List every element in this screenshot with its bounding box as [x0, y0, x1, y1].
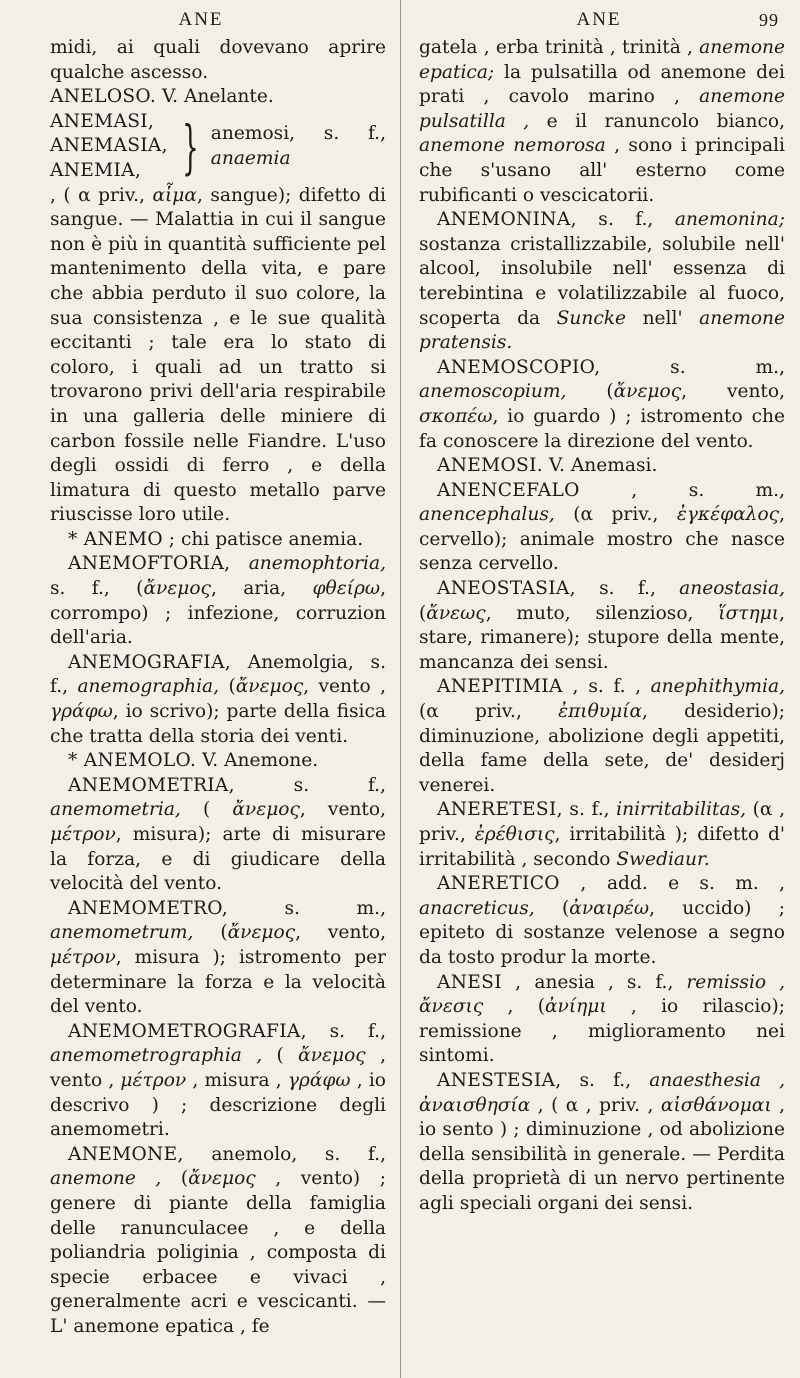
entry-body: s. f., — [234, 774, 386, 796]
entry-anemometria — [50, 774, 386, 897]
entry-body: gatela , erba trinità , trinità , — [419, 37, 700, 58]
greek-term: ἄνεσις — [419, 996, 484, 1018]
entry-anestesia — [419, 1069, 785, 1217]
entry-body: ( — [180, 799, 233, 821]
entry-anemone — [50, 1143, 386, 1340]
headword: ANEOSTASIA, — [437, 578, 576, 600]
right-running-head — [405, 0, 793, 36]
entry-anemasi-group — [50, 110, 386, 184]
greek-term: ἄνεμος — [232, 799, 300, 821]
latin-term: anephithymia, — [650, 676, 785, 698]
entry-body: V. Anemasi. — [542, 455, 658, 477]
entry-body: , vento, — [299, 799, 386, 821]
headword: * ANEMO — [68, 528, 163, 550]
entry-anemografia — [50, 651, 386, 749]
right-column-text — [405, 36, 793, 1217]
entry-body: , aria, — [210, 578, 313, 600]
entry-body: s. m., — [637, 479, 785, 501]
running-head-text: ANE — [576, 9, 622, 30]
headword: ANENCEFALO , — [437, 479, 638, 501]
latin-term: anemone pulsatilla , — [419, 86, 785, 132]
entry-body: (α priv., — [554, 504, 677, 526]
entry-body: , vento, — [295, 922, 386, 944]
greek-term: μέτρον — [120, 1069, 187, 1091]
entry-body: , ( α , priv. , — [530, 1094, 661, 1116]
headword: ANEMONE, — [68, 1143, 184, 1165]
entry-body: , misura ); istromento per determinare la forza e la velocità del vento. — [50, 946, 386, 1018]
entry-anemonina — [419, 208, 785, 356]
entry-body: , vento , — [303, 676, 387, 698]
entry-body: , ( α priv., — [50, 184, 153, 206]
entry-anemasi-body — [50, 184, 386, 528]
entry-body: (α priv., — [419, 701, 559, 723]
latin-term: anemometrum, — [50, 922, 194, 944]
entry-continuation — [419, 36, 785, 208]
entry-body: , vento, — [681, 381, 785, 403]
latin-term: anemone pratensis. — [419, 307, 785, 354]
entry-body: , sono i principali che s'usano all' esterno come rubificanti o vescicatorii. — [419, 135, 785, 206]
brace-glyph: } — [182, 112, 199, 181]
headword: ANEMOSCOPIO, — [437, 356, 601, 378]
entry-body: , vento) ; genere di piante della famiglia delle ranunculacee , e della poliandria poliginia , composta di specie erbacee e vivaci , generalmente acri e vescicanti. — L' anemone epatica , fe — [50, 1168, 386, 1337]
greek-term: ἄνεμος — [613, 381, 682, 403]
headword: ANEMONINA, — [437, 209, 577, 231]
headword: ANEMOMETRIA, — [68, 774, 235, 796]
entry-body: ( — [534, 897, 570, 919]
entry-body: ( — [419, 602, 427, 624]
headword: ANEPITIMIA , — [437, 676, 579, 698]
entry-body: ( — [219, 676, 236, 698]
headword: ANESI , — [437, 971, 522, 993]
greek-term: σκοπέω — [419, 405, 493, 427]
headword: ANELOSO. — [50, 86, 157, 108]
greek-term: ἀνίημι — [544, 996, 607, 1018]
entry-aneretico — [419, 872, 785, 970]
greek-term: μέτρον — [50, 946, 116, 968]
entry-body: , irritabilità ); difetto d' irritabilità , secondo — [419, 824, 785, 870]
greek-term: γράφω — [287, 1069, 351, 1091]
entry-anemoscopio — [419, 356, 785, 454]
greek-term: ἄνεμος — [235, 676, 304, 698]
headword: ANEMASI, — [50, 110, 155, 132]
entry-body: V. Anemone. — [196, 750, 319, 772]
headword: ANESTESIA, — [437, 1069, 562, 1091]
entry-body: , muto, silenzioso, — [485, 602, 719, 624]
entry-body: anemolo, s. f., — [183, 1143, 386, 1165]
headword: ANEMASIA, — [50, 135, 168, 157]
entry-anemo — [50, 528, 386, 553]
entry-body: ( — [161, 1168, 189, 1190]
page-number: 99 — [759, 10, 779, 30]
entry-body: , corrompo) ; infezione, corruzion dell'aria. — [50, 578, 386, 649]
latin-term: inirritabilitas, — [616, 799, 747, 821]
entry-aneostasia — [419, 577, 785, 675]
author-name: Suncke — [556, 307, 626, 329]
headword: ANEMIA, — [50, 159, 142, 181]
headword: ANEMOFTORIA, — [68, 553, 231, 575]
entry-continuation: midi, ai quali dovevano aprire qualche ascesso. — [50, 37, 386, 83]
left-column — [10, 0, 392, 1378]
entry-body: V. Anelante. — [156, 86, 274, 108]
latin-term: remissio , — [686, 971, 785, 993]
greek-term: ἄνεως — [426, 602, 486, 624]
entry-body: , io sento ) ; diminuzione , od abolizione della sensibilità in generale. — Perdita della proprietà di un nervo pertinente agli speciali organi dei sensi. — [419, 1094, 785, 1214]
entry-aneretesi — [419, 798, 785, 872]
latin-term: anaemia — [210, 147, 291, 169]
latin-term: anemonina; — [674, 209, 785, 231]
entry-body: , cervello); animale mostro che nasce senza cervello. — [419, 504, 785, 575]
entry-body: anesia , s. f., — [521, 971, 687, 993]
greek-term: ἐρέθισις — [474, 824, 555, 845]
entry-body: la pulsatilla od anemone dei prati , cavolo marino , — [419, 61, 785, 108]
greek-term: αἷμα — [152, 184, 197, 206]
entry-body: s. f., — [561, 1069, 650, 1091]
entry-body: , io descrivo ) ; descrizione degli anemometri. — [50, 1069, 386, 1141]
entry-body: e il ranuncolo bianco, — [529, 110, 785, 132]
greek-term: ἵστημι — [718, 602, 780, 624]
latin-term: anemometria, — [50, 799, 181, 821]
headword-group — [50, 110, 168, 184]
entry-anemoftoria — [50, 552, 386, 650]
greek-term: ἀναιρέω — [569, 897, 650, 919]
entry-anesi — [419, 971, 785, 1069]
greek-term: μέτρον — [50, 824, 116, 845]
entry-anemosi — [419, 454, 785, 479]
headword: ANEMOMETROGRAFIA, — [68, 1020, 307, 1042]
greek-term: ἐγκέφαλος — [676, 504, 780, 526]
latin-term: anemone epatica; — [419, 37, 785, 83]
entry-body: s. f., — [562, 799, 617, 821]
entry-body: ( — [193, 922, 228, 944]
latin-term: anemographia, — [77, 676, 220, 698]
greek-term: γράφω — [50, 701, 113, 723]
headword: ANEMOSI. — [437, 455, 543, 477]
left-running-head: ANE — [178, 9, 224, 30]
entry-body: Anemolgia, s. f., — [50, 651, 386, 698]
entry-body: add. e s. m. , — [586, 873, 785, 895]
greek-term: ἄνεμος — [143, 578, 211, 600]
entry-body: , misura); arte di misurare la forza, e di giudicare della velocità del vento. — [50, 824, 386, 895]
entry-body: , io rilascio); remissione , miglioramento nei sintomi. — [419, 996, 785, 1067]
greek-term: αἰσθάνομαι — [660, 1094, 772, 1116]
entry-body: , sangue); difetto di sangue. — Malattia in cui il sangue non è più in quantità sufficiente pel mantenimento della vita, e pare che abbia perduto il suo colore, la sua consistenza , e le sue qualità eccitanti ; tale era lo stato di coloro, i quali ad un tratto si trovarono privi dell'aria respirabile in una galleria delle miniere di carbon fossile nelle Fiandre. L'uso degli ossidi di ferro , e della limatura di questo metallo parve riuscisse loro utile. — [50, 184, 386, 526]
headword: * ANEMOLO. — [68, 750, 197, 772]
latin-term: anacreticus, — [419, 897, 535, 919]
entry-body: s. f., ( — [50, 578, 144, 600]
latin-term: anemophtoria, — [230, 553, 386, 575]
latin-term: anaesthesia , — [649, 1069, 785, 1091]
greek-term: ἐπιθυμία — [558, 701, 643, 723]
latin-term: anemoscopium, — [419, 381, 567, 403]
entry-body: nell' — [626, 307, 700, 329]
latin-term: anemone nemorosa — [419, 135, 606, 157]
entry-body: , ( — [483, 996, 545, 1018]
entry-body: , uccido) ; epiteto di sostanze velenose a segno da tosto produr la morte. — [419, 897, 785, 968]
entry-body: , stare, rimanere); stupore della mente, mancanza dei sensi. — [419, 602, 785, 673]
headword: ANERETESI, — [437, 799, 563, 821]
entry-anemolo — [50, 749, 386, 774]
entry-body: ; chi patisce anemia. — [162, 528, 364, 550]
entry-anemometro — [50, 897, 386, 1020]
greek-term: ἄνεμος — [298, 1045, 366, 1067]
entry-anemometrografia — [50, 1020, 386, 1143]
author-name: Swediaur. — [616, 848, 710, 870]
headword: ANERETICO , — [437, 873, 587, 895]
entry-anepitimia — [419, 675, 785, 798]
entry-body: ( — [262, 1045, 299, 1067]
entry-body: , desiderio); diminuzione, abolizione degli appetiti, della fame della sete, de' desiderj venerei. — [419, 701, 785, 796]
entry-body: s. f. , — [578, 676, 651, 698]
latin-term: anemone , — [50, 1168, 162, 1190]
entry-body: , io scrivo); parte della fisica che tratta della storia dei venti. — [50, 701, 386, 747]
entry-body: sostanza cristallizzabile, solubile nell' alcool, insolubile nell' essenza di terebintina e volatilizzabile al fuoco, scoperta da — [419, 233, 785, 329]
entry-body: (α , priv., — [419, 799, 785, 845]
latin-term: aneostasia, — [679, 578, 785, 600]
entry-body: , misura , — [186, 1069, 288, 1091]
greek-term: φθείρω — [312, 578, 381, 600]
entry-body: , io guardo ) ; istromento che fa conoscere la direzione del vento. — [419, 405, 785, 452]
greek-term: ἄνεμος — [188, 1168, 256, 1190]
entry-body: s. f., — [306, 1020, 386, 1042]
latin-term: anencephalus, — [419, 504, 555, 526]
right-column — [400, 0, 793, 1378]
greek-term: ἀναισθησία — [419, 1094, 531, 1116]
entry-body: ( — [566, 381, 614, 403]
entry-body: s. f., — [576, 209, 675, 231]
entry-body: anemosi, s. f., — [210, 123, 386, 145]
entry-body: s. m., — [600, 356, 785, 378]
entry-anencefalo — [419, 479, 785, 577]
entry-body: s. f., — [575, 578, 680, 600]
latin-term: anemometrographia , — [50, 1045, 263, 1067]
greek-term: ἄνεμος — [227, 922, 296, 944]
entry-body: , vento , — [50, 1045, 386, 1091]
left-column-text — [10, 36, 392, 1339]
brace-definition — [211, 122, 386, 171]
headword: ANEMOMETRO, — [68, 897, 228, 919]
headword: ANEMOGRAFIA, — [68, 651, 232, 673]
entry-body: s. m., — [227, 897, 386, 919]
entry-aneloso — [50, 85, 386, 110]
